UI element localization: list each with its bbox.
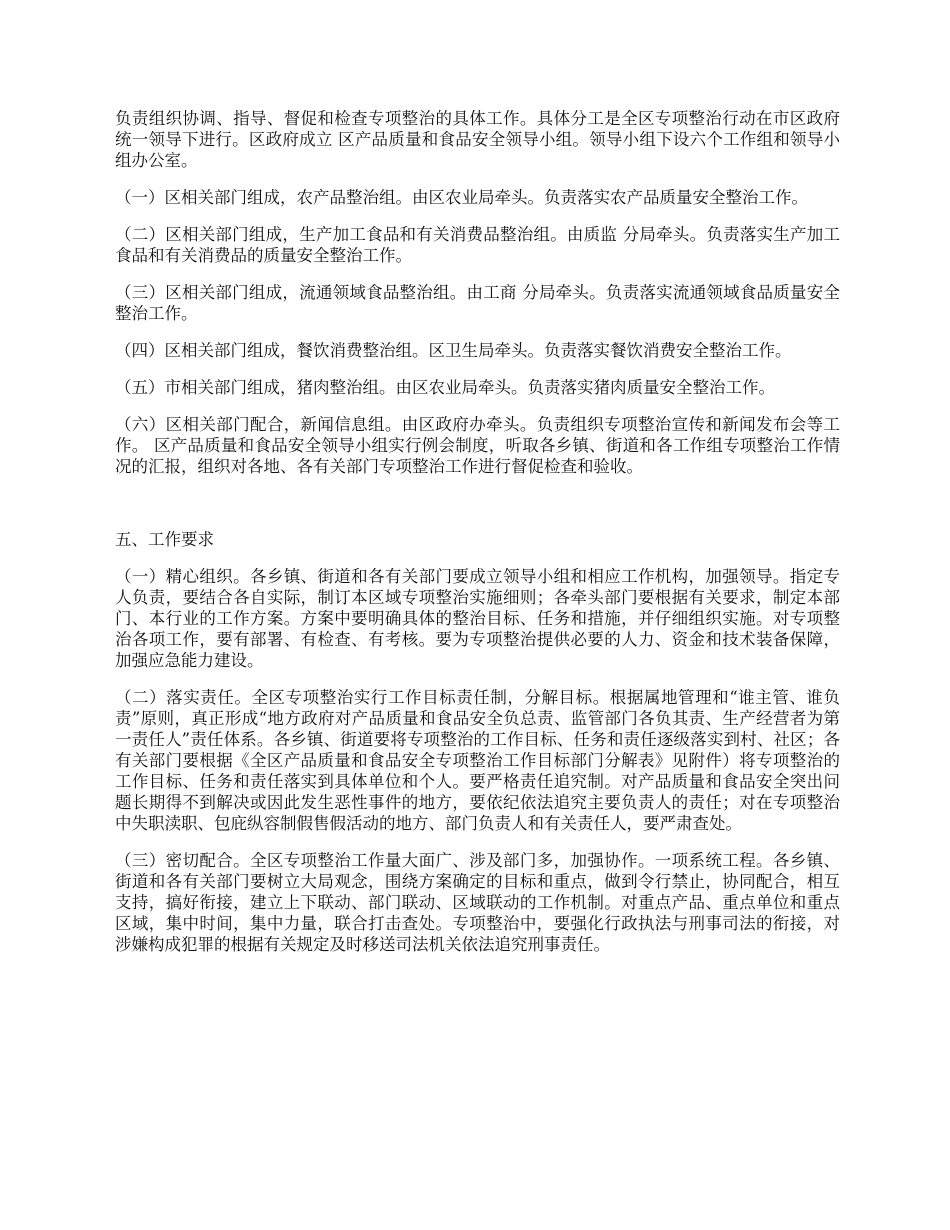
paragraph-group-6: （六）区相关部门配合，新闻信息组。由区政府办牵头。负责组织专项整治宣传和新闻发布会等工作。 区产品质量和食品安全领导小组实行例会制度，听取各乡镇、街道和各工作组专项整治工作情况的汇报，组织对各地、各有关部门专项整治工作进行督促检查和验收。 <box>115 415 840 476</box>
paragraph-group-4: （四）区相关部门组成，餐饮消费整治组。区卫生局牵头。负责落实餐饮消费安全整治工作。 <box>115 341 792 360</box>
paragraph-group-5: （五）市相关部门组成，猪肉整治组。由区农业局牵头。负责落实猪肉质量安全整治工作。 <box>115 378 775 397</box>
paragraph-group-1: （一）区相关部门组成，农产品整治组。由区农业局牵头。负责落实农产品质量安全整治工作。 <box>115 188 808 207</box>
paragraph-requirement-1: （一）精心组织。各乡镇、街道和各有关部门要成立领导小组和相应工作机构，加强领导。指定专人负责，要结合各自实际，制订本区域专项整治实施细则；各牵头部门要根据有关要求，制定本部门、本行业的工作方案。方案中要明确具体的整治目标、任务和措施，并仔细组织实施。对专项整治各项工作，要有部署、有检查、有考核。要为专项整治提供必要的人力、资金和技术装备保障，加强应急能力建设。 <box>115 567 840 670</box>
paragraph-requirement-2: （二）落实责任。全区专项整治实行工作目标责任制，分解目标。根据属地管理和“谁主管、谁负责”原则，真正形成“地方政府对产品质量和食品安全负总责、监管部门各负其责、生产经营者为第一责任人”责任体系。各乡镇、街道要将专项整治的工作目标、任务和责任逐级落实到村、社区；各有关部门要根据《全区产品质量和食品安全专项整治工作目标部门分解表》见附件）将专项整治的工作目标、任务和责任落实到具体单位和个人。要严格责任追究制。对产品质量和食品安全突出问题长期得不到解决或因此发生恶性事件的地方，要依纪依法追究主要负责人的责任；对在专项整治中失职渎职、包庇纵容制假售假活动的地方、部门负责人和有关责任人，要严肃查处。 <box>115 688 840 833</box>
section-spacer <box>115 493 840 529</box>
paragraph-division-of-work: 负责组织协调、指导、督促和检查专项整治的具体工作。具体分工是全区专项整治行动在市区政府统一领导下进行。区政府成立 区产品质量和食品安全领导小组。领导小组下设六个工作组和领导小组办公室。 <box>115 109 840 170</box>
section-heading: 五、工作要求 <box>115 530 214 549</box>
document-page <box>115 108 840 971</box>
paragraph-requirement-3: （三）密切配合。全区专项整治工作量大面广、涉及部门多，加强协作。一项系统工程。各乡镇、街道和各有关部门要树立大局观念，围绕方案确定的目标和重点，做到令行禁止，协同配合，相互支持，搞好衔接，建立上下联动、部门联动、区域联动的工作机制。对重点产品、重点单位和重点区域，集中时间，集中力量，联合打击查处。专项整治中，要强化行政执法与刑事司法的衔接，对涉嫌构成犯罪的根据有关规定及时移送司法机关依法追究刑事责任。 <box>115 851 840 954</box>
paragraph-group-3: （三）区相关部门组成，流通领域食品整治组。由工商 分局牵头。负责落实流通领域食品质量安全整治工作。 <box>115 283 840 323</box>
paragraph-group-2: （二）区相关部门组成，生产加工食品和有关消费品整治组。由质监 分局牵头。负责落实生产加工食品和有关消费品的质量安全整治工作。 <box>115 225 840 265</box>
